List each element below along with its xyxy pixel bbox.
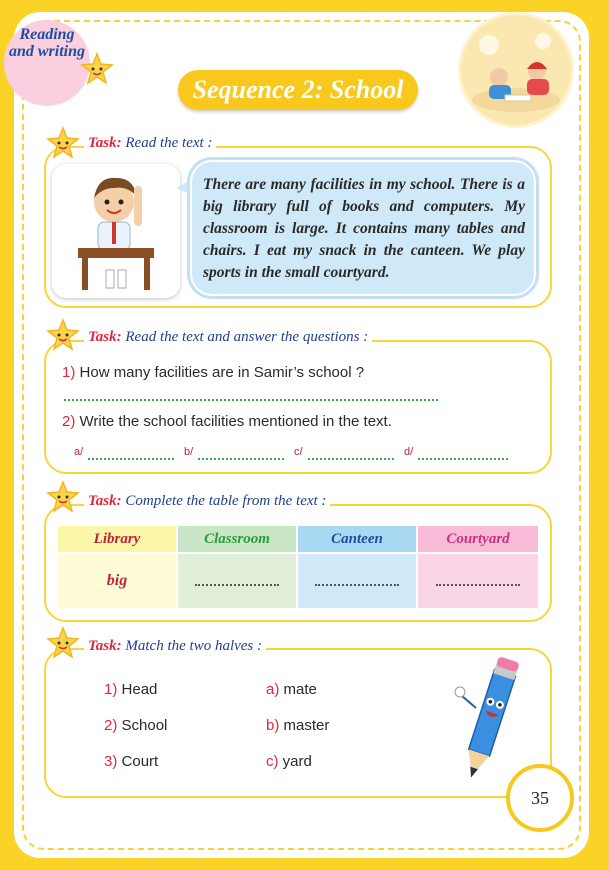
kids-reading-illustration <box>458 12 574 128</box>
blank-a[interactable] <box>88 457 174 460</box>
blank-b[interactable] <box>198 457 284 460</box>
match-right-b[interactable]: b) master <box>266 717 330 734</box>
task-match-heading: Task: Match the two halves : <box>84 638 266 655</box>
match-right-c[interactable]: c) yard <box>266 753 312 770</box>
match-left-2[interactable]: 2) School <box>104 717 168 734</box>
match-left-1[interactable]: 1) Head <box>104 681 158 698</box>
pencil-mascot <box>452 656 524 788</box>
table-cell-courtyard[interactable] <box>418 554 538 608</box>
match-left-3[interactable]: 3) Court <box>104 753 159 770</box>
match-right-a[interactable]: a) mate <box>266 681 317 698</box>
blank-d-label: d/ <box>404 446 414 458</box>
table-cell-canteen[interactable] <box>298 554 416 608</box>
page-title: Sequence 2: School <box>178 70 418 110</box>
blank-c-label: c/ <box>294 446 303 458</box>
blank-c[interactable] <box>308 457 394 460</box>
answer-line-1[interactable] <box>64 398 438 401</box>
star-icon <box>46 480 80 514</box>
question-2: 2) Write the school facilities mentioned in the text. <box>62 413 392 430</box>
reading-passage: There are many facilities in my school. There is a big library full of books and computers. My classroom is large. It contains many tables and chairs. I eat my snack in the canteen. We play sports in the small courtyard. <box>203 176 525 281</box>
task-read-heading: Task: Read the text : <box>84 135 216 152</box>
star-icon <box>46 126 80 160</box>
boy-illustration <box>52 164 180 298</box>
table-cell-classroom[interactable] <box>178 554 296 608</box>
star-icon <box>46 318 80 352</box>
blank-b-label: b/ <box>184 446 194 458</box>
table-cell-library: big <box>58 554 176 608</box>
table-header-library: Library <box>58 526 176 552</box>
table-header-classroom: Classroom <box>178 526 296 552</box>
question-1: 1) How many facilities are in Samir’s school ? <box>62 364 365 381</box>
star-icon <box>46 626 80 660</box>
blank-a-label: a/ <box>74 446 84 458</box>
task-questions-heading: Task: Read the text and answer the questions : <box>84 329 372 346</box>
blank-d[interactable] <box>418 457 508 460</box>
page-number: 35 <box>506 764 574 832</box>
table-header-canteen: Canteen <box>298 526 416 552</box>
table-header-courtyard: Courtyard <box>418 526 538 552</box>
star-icon <box>80 52 114 86</box>
task-table-heading: Task: Complete the table from the text : <box>84 493 330 510</box>
category-badge-label: Reading and writing <box>8 26 86 60</box>
